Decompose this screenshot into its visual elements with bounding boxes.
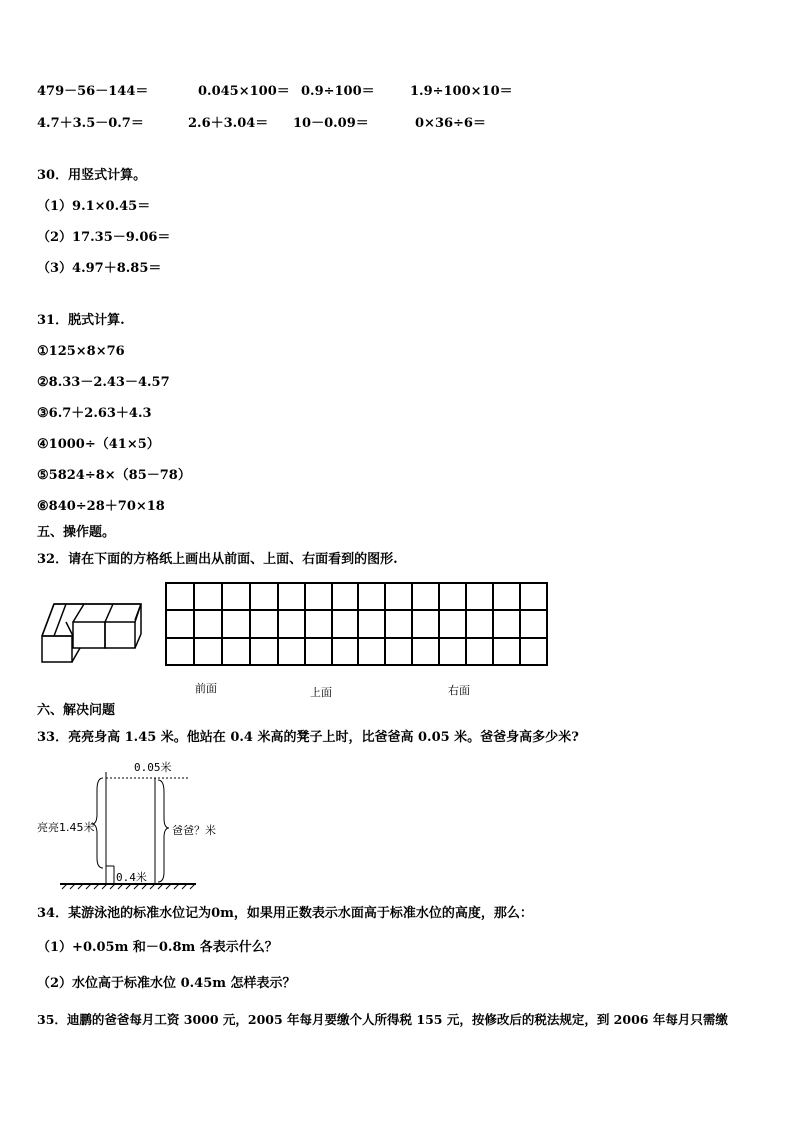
calc-3: 0.9÷100＝ bbox=[301, 84, 375, 99]
calc-5: 4.7＋3.5－0.7＝ bbox=[37, 116, 144, 131]
q32-title: 32．请在下面的方格纸上画出从前面、上面、右面看到的图形. bbox=[37, 552, 398, 567]
q30-title: 30．用竖式计算。 bbox=[37, 168, 147, 183]
q31-expr-2: 8.33－2.43－4.57 bbox=[48, 375, 170, 390]
diagram-label-top: 0.05米 bbox=[134, 761, 172, 774]
q31-item-5 bbox=[37, 468, 191, 484]
answer-grid bbox=[166, 583, 547, 665]
cube-solid-drawing bbox=[42, 604, 141, 662]
calc-6: 2.6＋3.04＝ bbox=[188, 116, 269, 131]
q31-expr-4: 1000÷（41×5） bbox=[48, 437, 160, 452]
calc-2: 0.045×100＝ bbox=[198, 84, 290, 99]
calc-1: 479－56－144＝ bbox=[37, 84, 149, 99]
q31-expr-1: 125×8×76 bbox=[48, 344, 125, 359]
q34-item-1: （1）+0.05m 和－0.8m 各表示什么？ bbox=[37, 940, 278, 955]
q31-num-4: ④ bbox=[37, 437, 49, 452]
q31-expr-3: 6.7＋2.63＋4.3 bbox=[48, 406, 152, 421]
q31-num-3: ③ bbox=[37, 406, 49, 421]
q35-title: 35．迪鹏的爸爸每月工资 3000 元，2005 年每月要缴个人所得税 155 元，按修改后的税法规定，到 2006 年每月只需缴 bbox=[37, 1012, 728, 1027]
q31-expr-6: 840÷28＋70×18 bbox=[48, 499, 165, 514]
q31-item-4 bbox=[37, 437, 160, 453]
diagram-label-bottom: 0.4米 bbox=[116, 871, 147, 884]
calc-8: 0×36÷6＝ bbox=[415, 116, 486, 131]
calc-7: 10－0.09＝ bbox=[293, 116, 369, 131]
q33-title: 33．亮亮身高 1.45 米。他站在 0.4 米高的凳子上时，比爸爸高 0.05 米。爸爸身高多少米? bbox=[37, 730, 579, 745]
label-front: 前面 bbox=[195, 682, 217, 695]
q34-item-2: （2）水位高于标准水位 0.45m 怎样表示？ bbox=[37, 976, 296, 991]
q30-item-3: （3）4.97＋8.85＝ bbox=[37, 261, 162, 276]
diagram-label-left: 亮亮1.45米 bbox=[37, 821, 95, 834]
section-6-heading: 六、解决问题 bbox=[37, 703, 116, 718]
diagram-label-right: 爸爸？米 bbox=[172, 824, 216, 837]
q30-item-1: （1）9.1×0.45＝ bbox=[37, 199, 151, 214]
calc-4: 1.9÷100×10＝ bbox=[410, 84, 513, 99]
q31-item-1 bbox=[37, 344, 125, 360]
label-right: 右面 bbox=[448, 684, 470, 697]
section-5-heading: 五、操作题。 bbox=[37, 525, 116, 540]
q31-num-6: ⑥ bbox=[37, 499, 49, 514]
label-top: 上面 bbox=[310, 686, 332, 699]
q31-num-2: ② bbox=[37, 375, 49, 390]
q31-num-5: ⑤ bbox=[37, 468, 49, 483]
q31-title: 31．脱式计算. bbox=[37, 313, 125, 328]
q31-item-3 bbox=[37, 406, 152, 422]
q31-item-2 bbox=[37, 375, 170, 391]
q34-title: 34．某游泳池的标准水位记为0m，如果用正数表示水面高于标准水位的高度，那么： bbox=[37, 906, 533, 921]
q31-expr-5: 5824÷8×（85－78） bbox=[48, 468, 191, 483]
q30-item-2: （2）17.35－9.06＝ bbox=[37, 230, 171, 245]
q31-item-6 bbox=[37, 499, 165, 515]
q31-num-1: ① bbox=[37, 344, 49, 359]
